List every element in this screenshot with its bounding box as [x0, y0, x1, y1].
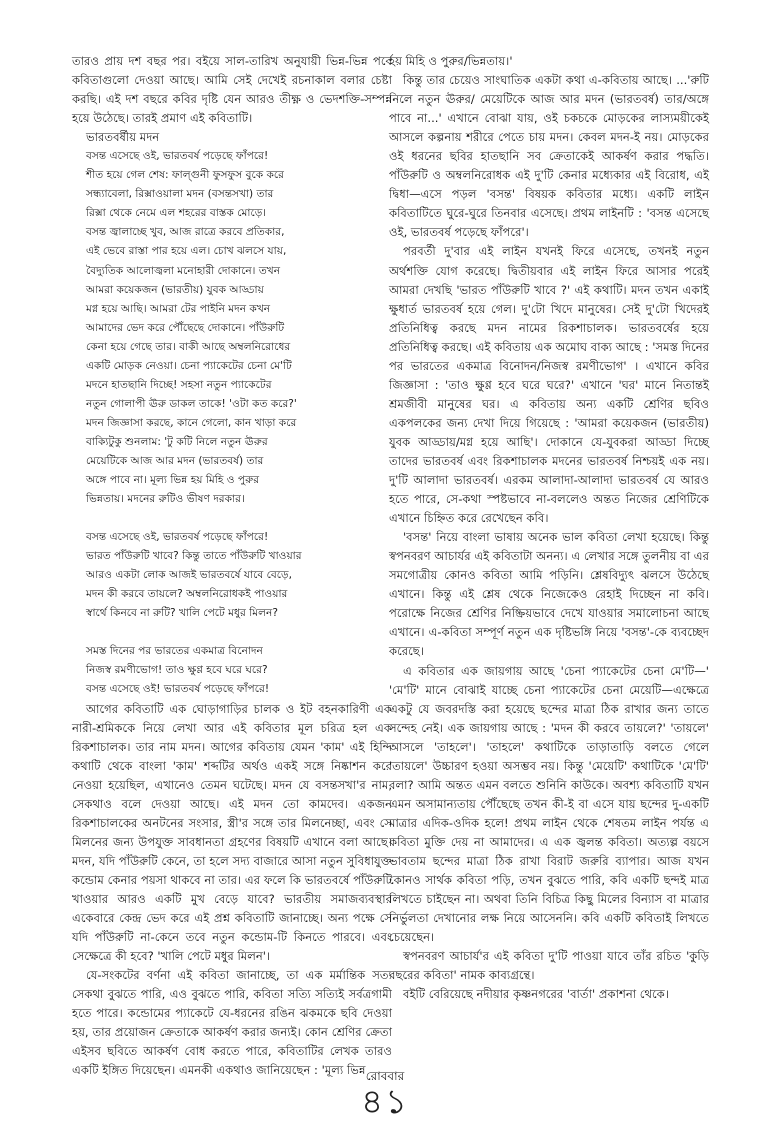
poem-title: ভারতবর্ষীয় মদন — [86, 130, 160, 145]
poem-line: আরও একটা লোক আজই ভারতবর্ষে যাবে বেড়ে, — [86, 569, 292, 582]
poem-line: ভারত পাঁউরুটি খাবে? কিন্তু তাতে পাঁউরুটি খাওয়ার — [86, 550, 302, 563]
poem-line: ভিন্নতায়। মদনের রুটিও ভীষণ দরকার। — [86, 493, 245, 506]
poem-line: সমস্ত দিনের পর ভারতের একমাত্র বিনোদন — [86, 645, 263, 658]
body-paragraph: হয় মিহি ও পুরুর/ভিন্নতায়।' — [389, 54, 513, 68]
poem-line: অঙ্গে পাবে না। মূল্য ভিন্ন হয় মিহি ও পুরুর — [86, 474, 260, 487]
poem-line: বসন্ত এসেছে ওই, ভারতবর্ষ পড়েছে ফাঁপরে! — [86, 150, 269, 163]
body-paragraph: পরবর্তী দু'বার এই লাইন যখনই ফিরে এসেছে, তখনই নতুন অর্থশক্তি যোগ করেছে। দ্বিতীয়বার এই লাইন ফিরে আসার পরেই আমরা দেখছি 'ভারত পাঁউরুটি খাবে ?' এই কথাটি। মদন তখন একাই ক্ষুধার্ত ভারতবর্ষ হয়ে গেল। দু'টো খিদে মানুষের। সেই দু'টো খিদেরই প্রতিনিধিত্ব করছে মদন নামের রিকশাচালক। ভারতবর্ষের হয়ে প্রতিনিধিত্ব করছে। এই কবিতায় এক অমোঘ বাক্য আছে : 'সমস্ত দিনের পর ভারতের একমাত্র বিনোদন/নিজস্ব রমণীভোগ' । এখানে কবির জিজ্ঞাসা : 'তাও ক্ষুণ্ণ হবে ঘরে ঘরে?' এখানে 'ঘর' মানে নিতান্তই শ্রমজীবী মানুষের ঘর। এ কবিতায় অন্য একটি শ্রেণির ছবিও একপলকের জন্য দেখা দিয়ে গিয়েছে : 'আমরা কয়েকজন (ভারতীয়) যুবক আড্ডায়/মগ্ন হয়ে আছি'। দোকানে যে-যুবকরা আড্ডা দিচ্ছে তাদের ভারতবর্ষ এবং রিকশাচালক মদনের ভারতবর্ষ নিশ্চয়ই এক নয়। দু'টি আলাদা ভারতবর্ষ। এরকম আলাদা-আলাদা ভারতবর্ষ যে আরও হতে পারে, সে-কথা স্পষ্টভাবে না-বললেও অন্তত নিজের শ্রেণিটিকে এখানে চিহ্নিত করে রেখেছেন কবি। — [389, 244, 709, 526]
body-paragraph: 'বসন্ত' নিয়ে বাংলা ভাষায় অনেক ভাল কবিতা লেখা হয়েছে। কিন্তু স্বপনবরণ আচার্যর এই কবিতাটা অনন্য। এ লেখার সঙ্গে তুলনীয় বা এর সমগোত্রীয় কোনও কবিতা আমি পড়িনি। শ্লেষবিদ্যুৎ ঝলসে উঠেছে এখানে। কিন্তু এই শ্লেষ থেকে নিজেকেও রেহাই দিচ্ছেন না কবি। পরোক্ষে নিজের শ্রেণির নিষ্ক্রিয়ভাবে দেখে যাওয়ার সমালোচনা আছে এখানে। এ-কবিতা সম্পূর্ণ নতুন এক দৃষ্টিভঙ্গি নিয়ে 'বসন্ত'-কে ব্যবচ্ছেদ করেছে। — [389, 530, 709, 659]
poem-line: কেনা হয়ে গেছে তার। বাকী আছে অম্বলনিরোধের — [86, 340, 291, 353]
body-paragraph: বইটি বেরিয়েছে নদীয়ার কৃষ্ণনগরের 'বার্তা' প্রকাশনা থেকে। — [403, 987, 669, 1002]
poem-line: মদন জিজ্ঞাসা করছে, কানে গেলো, কান খাড়া করে — [86, 416, 297, 429]
poem-line: মগ্ন হয়ে আছি। আমরা টের পাইনি মদন কখন — [86, 302, 271, 315]
poem-line: রিক্সা থেকে নেমে এল শহরের বাস্তক মোড়ে। — [86, 207, 267, 220]
body-paragraph: এ কবিতার এক জায়গায় আছে 'চেনা প্যাকেটের চেনা মে'টি—' 'মে'টি' মানে বোঝাই যাচ্ছে চেনা প্যাকেটের চেনা মেয়েটি—এক্ষেত্রে একটু যে জবরদস্তি করা হয়েছে ছন্দের মাত্রা ঠিক রাখার জন্য তাতে সন্দেহ নেই। এক জায়গায় আছে : 'মদন কী করবে তায়লে?' 'তায়লে' আসলে 'তাহলে'। 'তাহলে' কথাটিকে তাড়াতাড়ি বলতে গেলে 'তায়লে' উচ্চারণ হওয়া অসম্ভব নয়। কিন্তু 'মেয়েটি' কথাটিকে 'মে'টি' বলা? আমি অন্তত এমন বলতে শুনিনি কাউকে। অবশ্য কবিতাটি যখন এমন অসামান্যতায় পৌঁছেছে তখন কী-ই বা এসে যায় ছন্দের দু-একটি মাত্রার এদিক-ওদিক হলে! প্রথম লাইন থেকে শেষতম লাইন পর্যন্ত এ কবিতা মুক্তি দেয় না আমাদের। এ এক জ্বলন্ত কবিতা। অত্যল্প বয়সে ভাবতাম ছন্দের মাত্রা ঠিক রাখা বিরাট জরুরি ব্যাপার। আজ যখন কোনও সার্থক কবিতা পড়ি, তখন বুঝতে পারি, কবি একটি ছন্দই মাত্র লিখতে চাইছেন না। অথবা তিনি বিচিত্র কিছু মিলের বিন্যাস বা মাত্রার নির্ভুলতা দেখানোর লক্ষ নিয়ে আসেননি। কবি একটি কবিতাই লিখতে চেয়েছেন। — [389, 663, 709, 945]
intro-paragraph: তারও প্রায় দশ বছর পর। বইয়ে সাল-তারিখ অনুযায়ী ভিন্ন-ভিন্ন পর্বে কবিতাগুলো দেওয়া আছে। আমি সেই দেখেই রচনাকাল বলার চেষ্টা করছি। এই দশ বছরে কবির দৃষ্টি যেন আরও তীক্ষ্ণ ও ভেদশক্তি-সম্পন্ন হয়ে উঠেছে। তারই প্রমাণ এই কবিতাটি। — [72, 54, 392, 126]
poem-line: নিজস্ব রমণীভোগ! তাও ক্ষুণ্ণ হবে ঘরে ঘরে? — [86, 664, 268, 677]
poem-stanza-3 — [72, 642, 392, 699]
body-paragraph: স্বপনবরণ আচার্য'র এই কবিতা দু'টি পাওয়া যাবে তাঁর রচিত 'কুড়ি বছরের কবিতা' নামক কাব্যগ্রন্থে। — [389, 949, 709, 983]
poem-stanza-1 — [72, 147, 392, 509]
poem-line: মদনে হাতছানি দিচ্ছে! সহসা নতুন প্যাকেটের — [86, 378, 272, 391]
poem-line: আমাদের ভেদ করে পৌঁছেছে দোকানে। পাঁউরুটি — [86, 321, 285, 334]
poem-line: বসন্ত এসেছে ওই! ভারতবর্ষ পড়েছে ফাঁপরে! — [86, 683, 270, 696]
poem-line: আমরা কয়েকজন (ভারতীয়) যুবক আড্ডায় — [86, 283, 264, 296]
poem-line: বসন্ত এসেছে ওই, ভারতবর্ষ পড়েছে ফাঁপরে! — [86, 531, 269, 544]
right-column — [389, 52, 709, 1004]
poem-line: এই ভেবে রাস্তা পার হয়ে এল। চোখ ঝলসে যায়, — [86, 245, 287, 258]
body-paragraph: আগের কবিতাটি এক ঘোড়াগাড়ির চালক ও ইট বহনকারিণী এক নারী-শ্রমিককে নিয়ে লেখা আর এই কবিতার মূল চরিত্র হল এক রিকশাচালক। তার নাম মদন। আগের কবিতায় যেমন 'কাম' এই হিন্দি কথাটি থেকে বাংলা 'কাম' শব্দটির অর্থও একই সঙ্গে নিষ্কাশন করে নেওয়া হয়েছিল, এখানেও তেমন ঘটেছে। মদন যে বসন্তসখা'র নাম, সেকথাও বলে দেওয়া আছে। এই মদন তো কামদেব। একজন রিকশাচালকের অনটনের সংসার, স্ত্রী'র সঙ্গে তার মিলনেচ্ছা, এবং সে মিলনের জন্য উপযুক্ত সাবধানতা গ্রহণের বিষয়টি এখানে বলা আছে। মদন, যদি পাঁউরুটি কেনে, তা হলে সদ্য বাজারে আসা নতুন সুবিধাযুক্ত কন্ডোম কেনার পয়সা থাকবে না তার। এর ফলে কি ভারতবর্ষে পাঁউরুটি খাওয়ার আরও একটি মুখ বেড়ে যাবে? ভারতীয় সমাজব্যবস্থার একেবারে কেন্দ্র ভেদ করে এই প্রশ্ন কবিতাটি জানাচ্ছে। অন্য পক্ষে সে যদি পাঁউরুটি না-কেনে তবে নতুন কন্ডোম-টি কিনতে পারবে। এবং সেক্ষেত্রে কী হবে? 'খালি পেটে মধুর মিলন'। — [72, 701, 392, 964]
poem-line: একটি মোড়ক নেওয়া। চেনা প্যাকেটের চেনা মে'টি — [86, 359, 292, 372]
poem-line: বসন্ত জ্বালাচ্ছে খুব, আজ রাত্রে করবে প্রতিকার, — [86, 226, 285, 239]
magazine-name: রোববার — [365, 1069, 405, 1083]
body-paragraph: যে-সংকটের বর্ণনা এই কবিতা জানাচ্ছে, তা এক মর্মান্তিক সত্য সেকথা বুঝতে পারি, এও বুঝতে পারি, কবিতা সত্যি সত্যিই সর্বত্রগামী হতে পারে। কন্ডোমের প্যাকেটে যে-ধরনের রঙিন ঝকমকে ছবি দেওয়া হয়, তার প্রয়োজন ক্রেতাকে আকর্ষণ করার জন্যই। কোন শ্রেণির ক্রেতা এইসব ছবিতে আকর্ষণ বোধ করতে পারে, কবিতাটির লেখক তারও একটি ইঙ্গিত দিয়েছেন। এমনকী একথাও জানিয়েছেন : 'মূল্য ভিন্ন — [72, 968, 392, 1078]
poem-line: বাক্যিটুকু শুনলাম: 'টু কটি নিলে নতুন ঊরুর — [86, 435, 268, 448]
poem-line: সন্ধ্যাবেলা, রিক্সাওয়ালা মদন (বসন্তসখা) তার — [86, 188, 274, 201]
poem-line: মেয়েটিকে আজ আর মদন (ভারতবর্ষ) তার — [86, 454, 264, 467]
poem-stanza-2 — [72, 528, 392, 623]
poem-line: নতুন গোলাপী ঊরু ডাকল তাকে! 'ওটা কত করে?' — [86, 397, 297, 410]
body-paragraph: কিন্তু তার চেয়েও সাংঘাতিক একটা কথা এ-কবিতায় আছে। ...'রুটি নিলে নতুন ঊরুর/ মেয়েটিকে আজ আর মদন (ভারতবর্ষ) তার/অঙ্গে পাবে না...' এখানে বোঝা যায়, ওই চকচকে মোড়কের লাস্যময়ীকেই আসলে কল্পনায় শরীরে পেতে চায় মদন। কেবল মদন-ই নয়। মোড়কের ওই ধরনের ছবির হাতছানি সব ক্রেতাকেই আকর্ষণ করার পদ্ধতি। পাঁউরুটি ও অম্বলনিরোধক এই দু'টি কেনার মধ্যেকার এই বিরোধ, এই দ্বিধা—এসে পড়ল 'বসন্ত' বিষয়ক কবিতার মধ্যে। একটি লাইন কবিতাটিতে ঘুরে-ঘুরে তিনবার এসেছে। প্রথম লাইনটি : 'বসন্ত এসেছে ওই, ভারতবর্ষ পড়েছে ফাঁপরে'। — [389, 73, 709, 240]
poem-line: শীত হয়ে গেল শেষ: ফাল্গুনী ফুসফুস বুকে করে — [86, 169, 284, 182]
page-number: ৪১ — [360, 1082, 410, 1122]
poem-line: স্বার্থে কিনবে না রুটি? খালি পেটে মধুর মিলন? — [86, 607, 278, 620]
left-column — [72, 52, 392, 1080]
poem-line: মদন কী করবে তায়লে? অম্বলনিরোধকই পাওয়ার — [86, 588, 288, 601]
poem-line: বৈদ্যুতিক আলোজ্বলা মনোহারী দোকানে। তখন — [86, 264, 281, 277]
